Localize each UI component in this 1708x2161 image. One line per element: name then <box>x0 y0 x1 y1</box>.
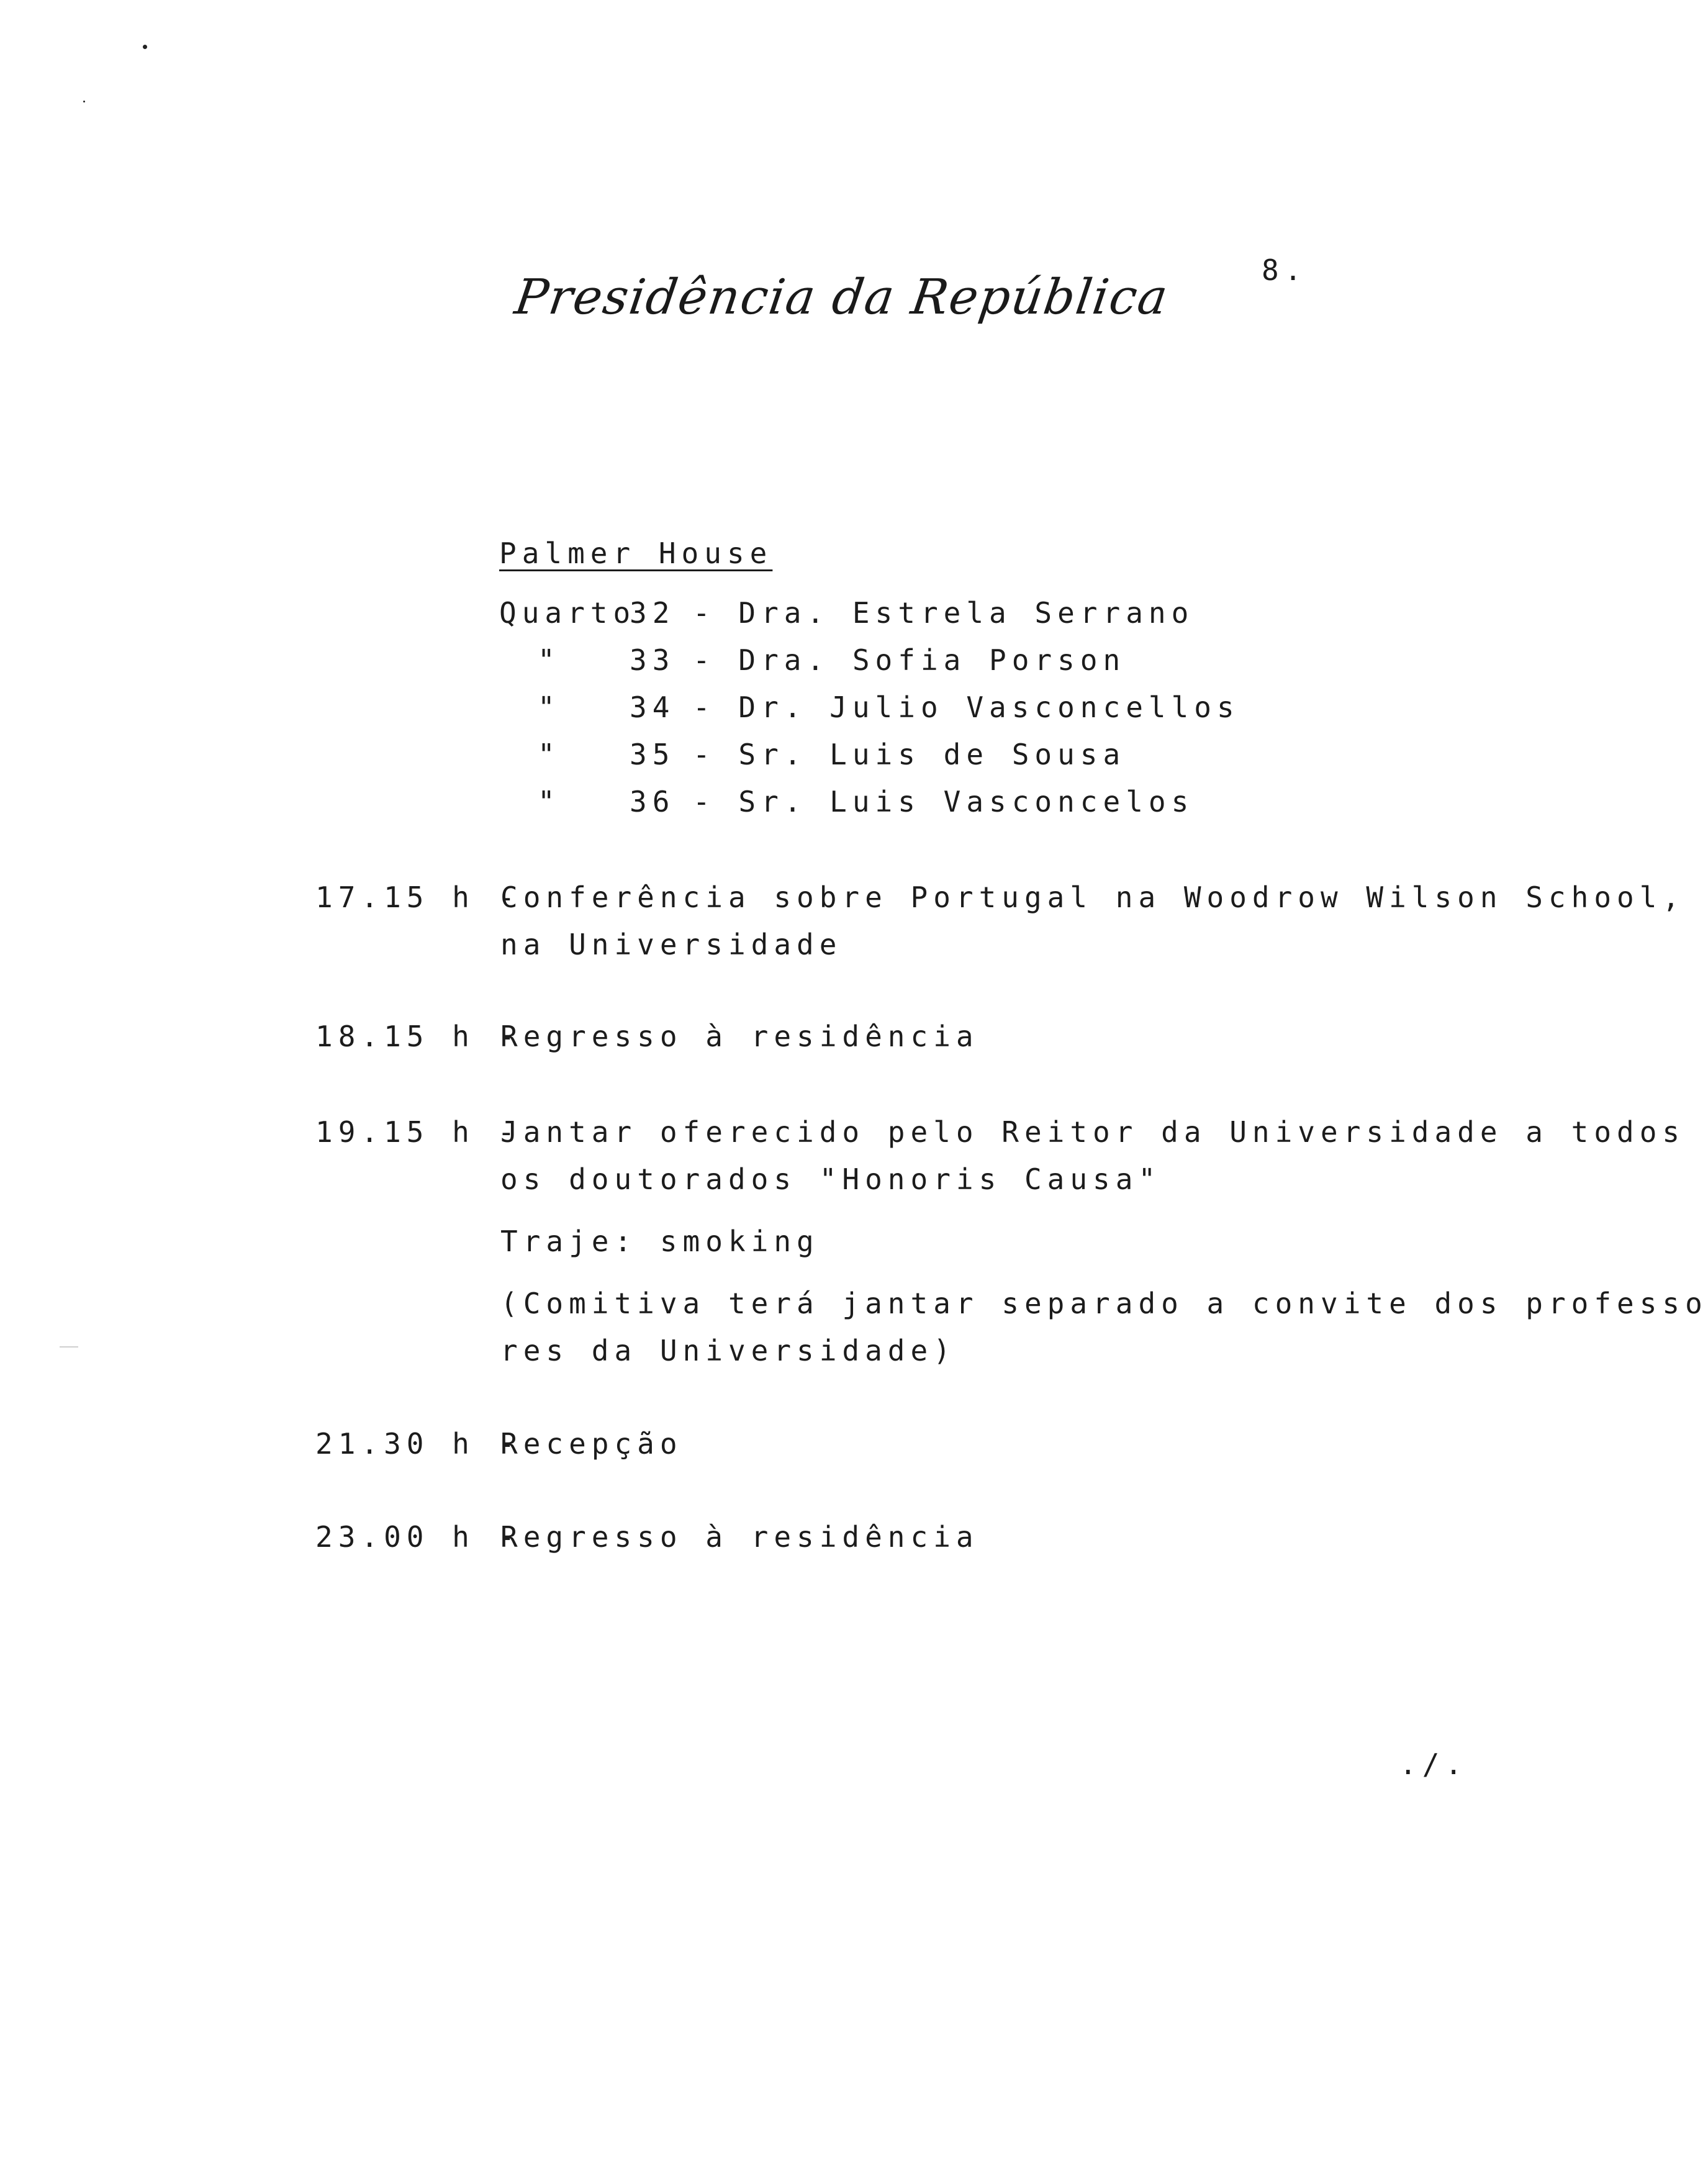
room-number: 34 <box>630 691 676 724</box>
continuation-mark: ./. <box>1399 1747 1468 1781</box>
entry-line: os doutorados "Honoris Causa" <box>500 1162 1162 1196</box>
entry-time: 17.15 h - <box>315 881 521 914</box>
scan-speck <box>143 45 147 49</box>
entry-time: 23.00 h - <box>315 1520 521 1554</box>
room-number: 32 <box>630 596 676 630</box>
entry-line: res da Universidade) <box>500 1334 956 1367</box>
scan-speck <box>83 101 85 102</box>
entry-line: Jantar oferecido pelo Reitor da Universidade a todos <box>500 1115 1686 1149</box>
entry-line: Regresso à residência <box>500 1020 979 1053</box>
entry-line: Regresso à residência <box>500 1520 979 1554</box>
room-prefix: " <box>538 738 561 771</box>
room-prefix: Quarto <box>499 596 636 630</box>
entry-line: na Universidade <box>500 928 843 961</box>
lodging-title: Palmer House <box>499 537 773 570</box>
room-guest: - Sr. Luis Vasconcelos <box>693 785 1195 818</box>
entry-line: Traje: smoking <box>500 1225 820 1258</box>
room-prefix: " <box>538 643 561 677</box>
entry-time: 21.30 h - <box>315 1427 521 1461</box>
room-prefix: " <box>538 785 561 818</box>
room-number: 33 <box>630 643 676 677</box>
entry-time: 19.15 h - <box>315 1115 521 1149</box>
page-number: 8. <box>1262 253 1308 287</box>
entry-line: Conferência sobre Portugal na Woodrow Wilson School, <box>500 881 1686 914</box>
room-number: 36 <box>630 785 676 818</box>
room-prefix: " <box>538 691 561 724</box>
room-guest: - Dra. Estrela Serrano <box>693 596 1195 630</box>
entry-time: 18.15 h - <box>315 1020 521 1053</box>
room-number: 35 <box>630 738 676 771</box>
room-guest: - Sr. Luis de Sousa <box>693 738 1126 771</box>
letterhead-title: Presidência da República <box>511 270 1172 325</box>
entry-line: (Comitiva terá jantar separado a convite dos professo <box>500 1287 1708 1320</box>
scan-mark <box>60 1346 78 1348</box>
room-guest: - Dr. Julio Vasconcellos <box>693 691 1240 724</box>
entry-line: Recepção <box>500 1427 683 1461</box>
room-guest: - Dra. Sofia Porson <box>693 643 1126 677</box>
